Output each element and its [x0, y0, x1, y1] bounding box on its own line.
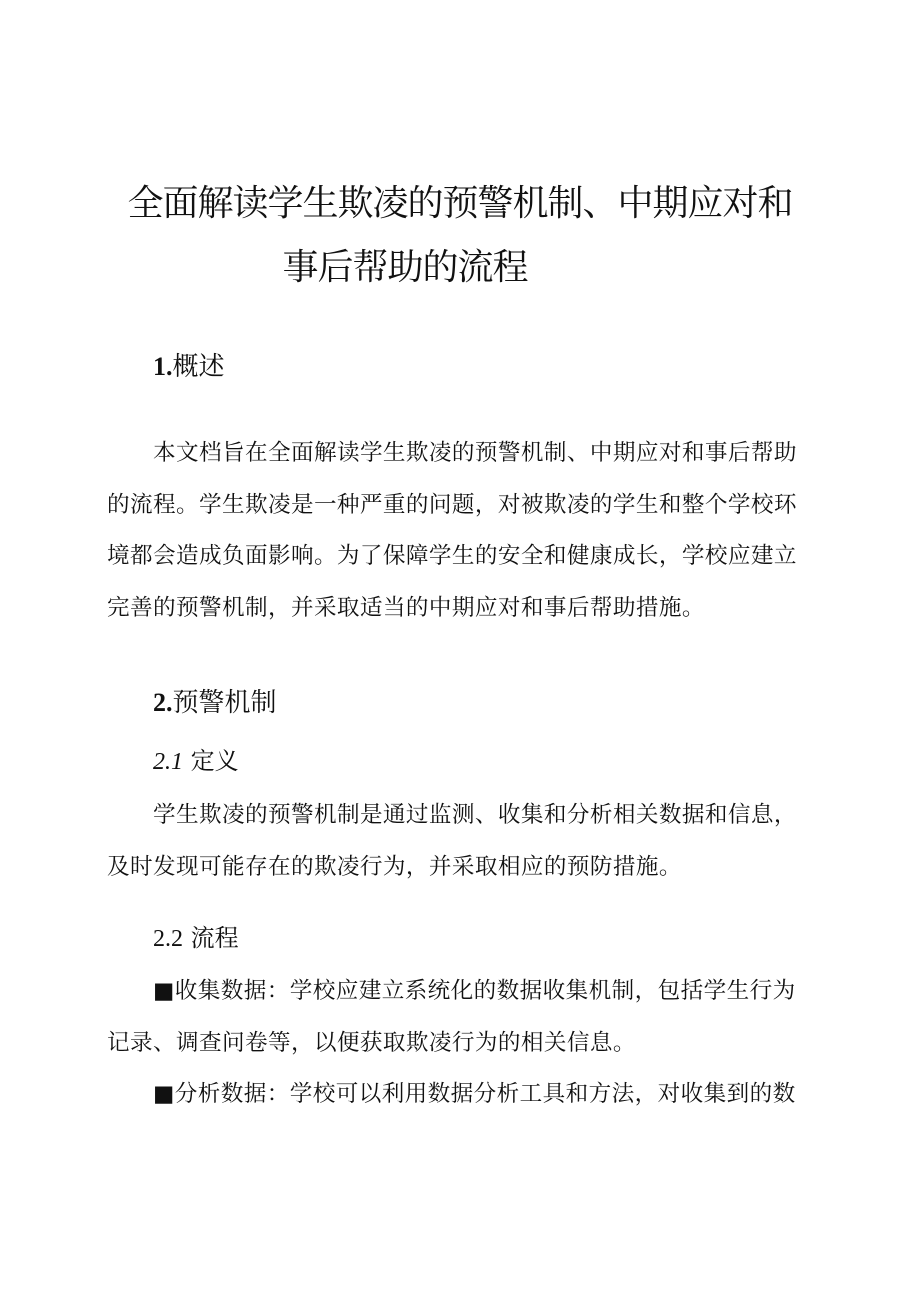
paragraph-line: 学生欺凌的预警机制是通过监测、收集和分析相关数据和信息，	[153, 802, 797, 828]
bullet-item	[107, 1069, 813, 1121]
bullet-item	[107, 966, 813, 1069]
section-2-heading	[153, 686, 277, 720]
bullet-line	[107, 966, 813, 1018]
bullet-text: 收集数据：学校应建立系统化的数据收集机制，包括学生行为	[174, 978, 796, 1004]
title-line-1: 全面解读学生欺凌的预警机制、中期应对和	[127, 183, 793, 224]
subsection-title: 流程	[190, 924, 239, 952]
title-line-2: 事后帮助的流程	[282, 247, 528, 288]
section-1-paragraph	[107, 428, 813, 634]
paragraph-line: 的流程。学生欺凌是一种严重的问题，对被欺凌的学生和整个学校环	[107, 491, 797, 518]
bullet-text: 分析数据：学校可以利用数据分析工具和方法，对收集到的数	[174, 1081, 796, 1107]
section-number: 1.	[153, 352, 173, 381]
paragraph-line: 完善的预警机制，并采取适当的中期应对和事后帮助措施。	[107, 594, 705, 621]
subsection-number: 2.1	[153, 749, 183, 775]
bullet-line	[107, 1069, 813, 1121]
subsection-title: 定义	[190, 747, 239, 775]
section-1-heading	[153, 350, 225, 384]
section-number: 2.	[153, 688, 173, 717]
paragraph-line: 及时发现可能存在的欺凌行为，并采取相应的预防措施。	[107, 853, 682, 880]
bullet-line: 记录、调查问卷等，以便获取欺凌行为的相关信息。	[107, 1029, 636, 1056]
bullet-square-icon: ■	[153, 978, 175, 1004]
subsection-2-1-heading	[153, 745, 239, 778]
subsection-2-2-heading	[153, 922, 239, 955]
subsection-number: 2.2	[153, 926, 183, 952]
section-title: 预警机制	[172, 688, 277, 718]
paragraph-line: 境都会造成负面影响。为了保障学生的安全和健康成长，学校应建立	[107, 543, 797, 569]
subsection-2-1-paragraph	[107, 790, 813, 893]
document-title	[100, 172, 820, 300]
section-title: 概述	[172, 352, 225, 382]
bullet-square-icon: ■	[153, 1081, 175, 1107]
paragraph-line: 本文档旨在全面解读学生欺凌的预警机制、中期应对和事后帮助	[153, 440, 797, 466]
